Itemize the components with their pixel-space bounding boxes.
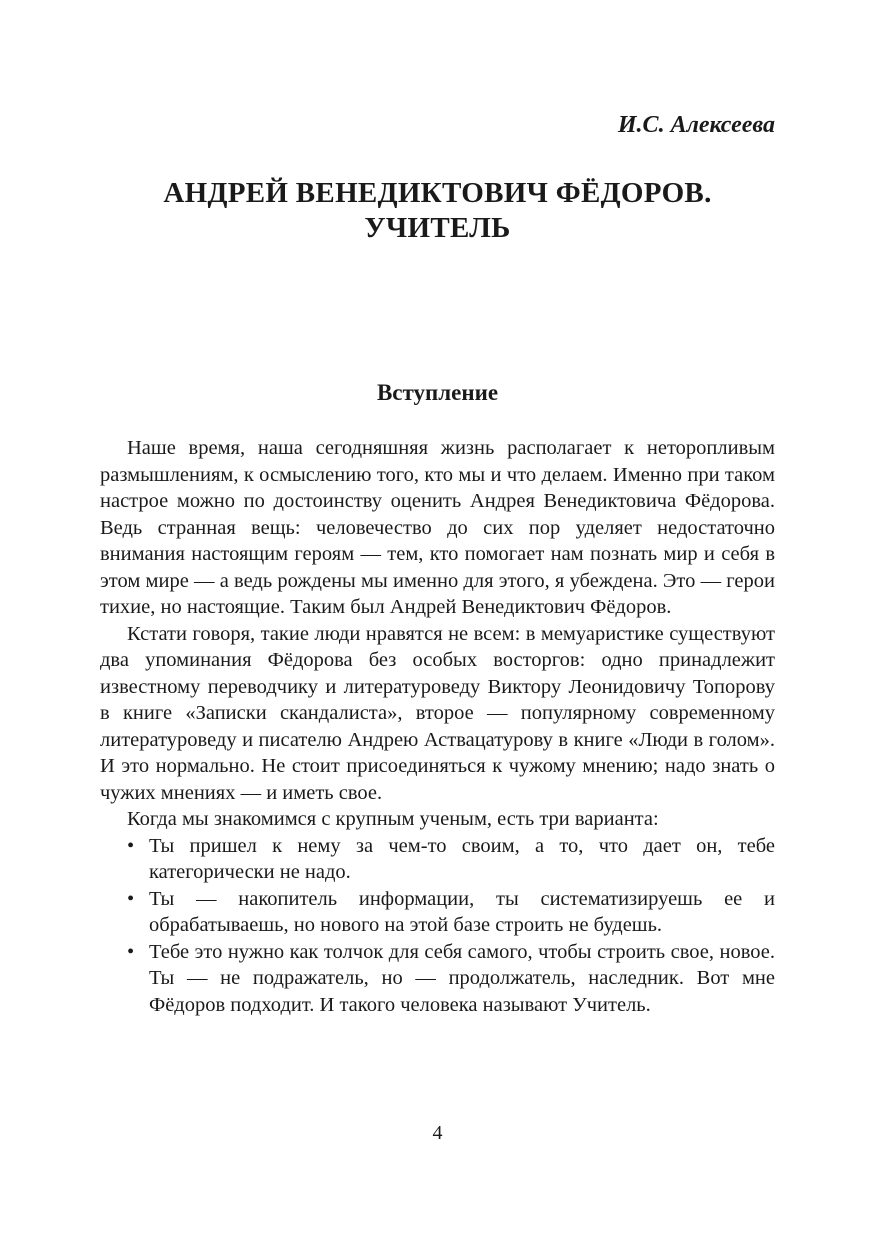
paragraph-3: Когда мы знакомимся с крупным ученым, есть три варианта: <box>127 808 659 830</box>
bullet-icon: • <box>127 887 135 910</box>
bullet-icon: • <box>127 940 135 963</box>
author-name: И.С. Алексеева <box>617 112 775 138</box>
chapter-title <box>100 176 775 246</box>
chapter-title-line-2: УЧИТЕЛЬ <box>364 212 511 244</box>
bullet-text: Ты пришел к нему за чем-то своим, а то, что дает он, тебе категорически не надо. <box>149 834 775 883</box>
bullet-icon: • <box>127 834 135 857</box>
section-heading: Вступление <box>376 380 499 405</box>
page-number: 4 <box>432 1122 443 1144</box>
bullet-list <box>100 833 775 1019</box>
bullet-item-3 <box>100 939 775 1019</box>
bullet-text: Ты — накопитель информации, ты систематизируешь ее и обрабатываешь, но нового на этой базе строить не будешь. <box>149 887 775 936</box>
chapter-title-line-1: АНДРЕЙ ВЕНЕДИКТОВИЧ ФЁДОРОВ. <box>163 177 712 209</box>
paragraph-1: Наше время, наша сегодняшняя жизнь располагает к неторопливым размышлениям, к осмыслению того, кто мы и что делаем. Именно при таком настрое можно по достоинству оценить Андрея Венедиктовича Фёдорова. Ведь странная вещь: человечество до сих пор уделяет недостаточно внимания настоящим героям — тем, кто помогает нам познать мир и себя в этом мире — а ведь рождены мы именно для этого, я убеждена. Это — герои тихие, но настоящие. Таким был Андрей Венедиктович Фёдоров. <box>100 437 775 618</box>
body-text <box>100 435 775 1018</box>
bullet-text: Тебе это нужно как толчок для себя самого, чтобы строить свое, новое. Ты — не подражатель, но — продолжатель, наследник. Вот мне Фёдоров подходит. И такого человека называют Учитель. <box>149 940 775 1016</box>
bullet-item-2 <box>100 886 775 939</box>
paragraph-2: Кстати говоря, такие люди нравятся не всем: в мемуаристике существуют два упоминания Фёдорова без особых восторгов: одно принадлежит известному переводчику и литературоведу Виктору Леонидовичу Топорову в книге «Записки скандалиста», второе — популярному современному литературоведу и писателю Андрею Аствацатурову в книге «Люди в голом». И это нормально. Не стоит присоединяться к чужому мнению; надо знать о чужих мнениях — и иметь свое. <box>100 622 775 804</box>
bullet-item-1 <box>100 833 775 886</box>
